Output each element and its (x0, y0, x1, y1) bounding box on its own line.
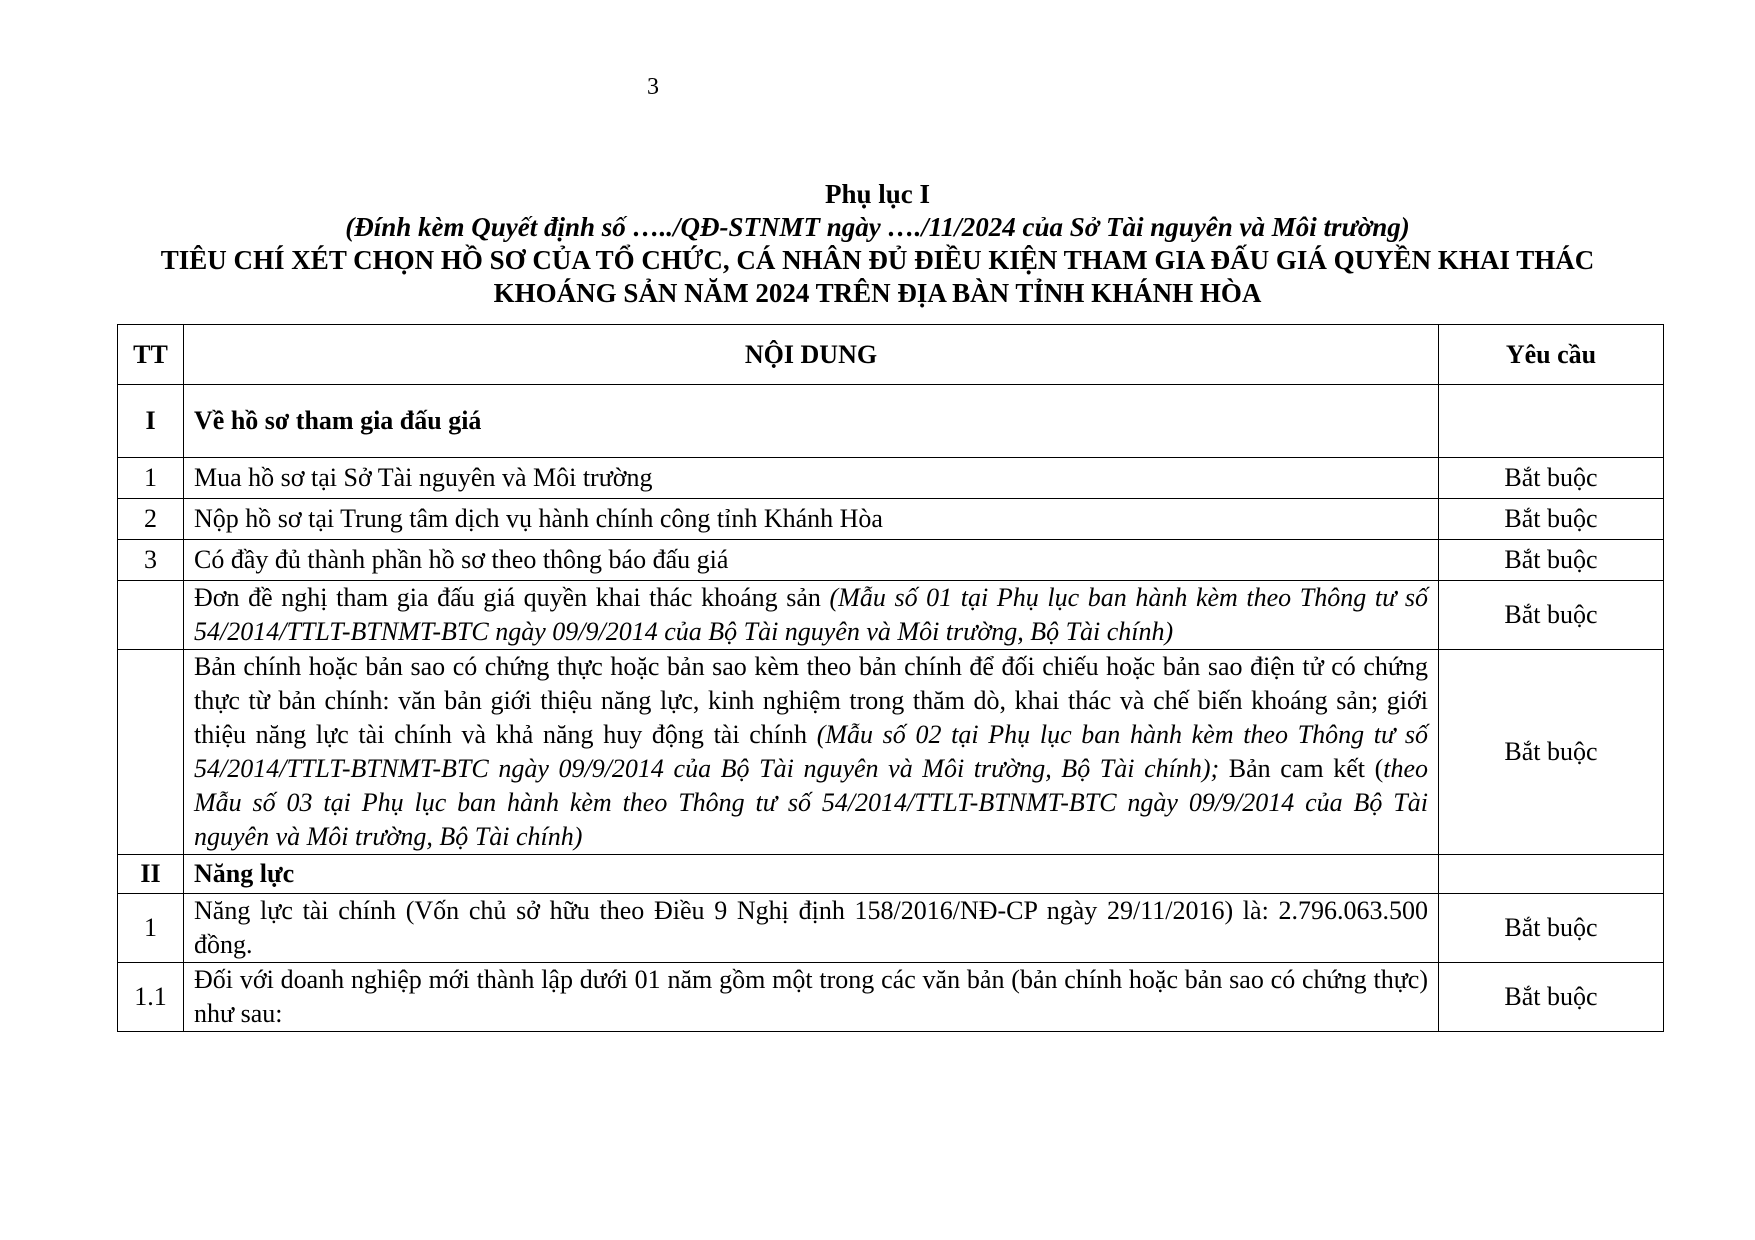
row-number (118, 581, 184, 650)
header-requirement: Yêu cầu (1439, 325, 1664, 385)
row-content (184, 581, 1439, 650)
table-row (118, 650, 1664, 855)
row-requirement: Bắt buộc (1439, 650, 1664, 855)
section-row-2 (118, 855, 1664, 894)
section-number: I (118, 385, 184, 458)
table-row (118, 540, 1664, 581)
row-content-reference: (Mẫu số 01 tại Phụ lục ban hành kèm theo Thông tư số 54/2014/TTLT-BTNMT-BTC ngày 09/9/2014 của Bộ Tài nguyên và Môi trường, Bộ Tài chính) (194, 583, 1428, 646)
row-number: 2 (118, 499, 184, 540)
row-content-text: Đơn đề nghị tham gia đấu giá quyền khai thác khoáng sản (194, 583, 830, 612)
section-title: Về hồ sơ tham gia đấu giá (184, 385, 1439, 458)
header-tt: TT (118, 325, 184, 385)
table-row (118, 581, 1664, 650)
header-content: NỘI DUNG (184, 325, 1439, 385)
row-content (184, 650, 1439, 855)
row-requirement: Bắt buộc (1439, 458, 1664, 499)
page-number: 3 (647, 74, 659, 100)
row-requirement: Bắt buộc (1439, 581, 1664, 650)
row-requirement: Bắt buộc (1439, 540, 1664, 581)
section-requirement (1439, 855, 1664, 894)
table-header-row (118, 325, 1664, 385)
main-title-line-1: TIÊU CHÍ XÉT CHỌN HỒ SƠ CỦA TỔ CHỨC, CÁ NHÂN ĐỦ ĐIỀU KIỆN THAM GIA ĐẤU GIÁ QUYỀN KHAI THÁC (160, 245, 1595, 275)
table-row (118, 499, 1664, 540)
table-row (118, 458, 1664, 499)
row-number (118, 650, 184, 855)
row-content-text: Bản cam kết ( (1219, 754, 1384, 783)
row-content-text: Bản chính hoặc bản sao có chứng thực hoặc bản sao kèm theo bản chính để đối chiếu hoặc bản sao điện tử có chứng thực từ bản chính: văn bản giới thiệu năng lực, kinh nghiệm trong thăm dò, khai thác và chế biến khoáng sản; giới thiệu năng lực tài chính và khả năng huy động tài chính (194, 652, 1428, 749)
row-content: Mua hồ sơ tại Sở Tài nguyên và Môi trường (184, 458, 1439, 499)
appendix-subtitle: (Đính kèm Quyết định số …../QĐ-STNMT ngày …./11/2024 của Sở Tài nguyên và Môi trường) (345, 212, 1410, 242)
row-content-reference: (Mẫu số 02 tại Phụ lục ban hành kèm theo Thông tư số 54/2014/TTLT-BTNMT-BTC ngày 09/9/2014 của Bộ Tài nguyên và Môi trường, Bộ Tài chính); (194, 720, 1428, 783)
row-number: 1.1 (118, 963, 184, 1032)
row-requirement: Bắt buộc (1439, 963, 1664, 1032)
section-title: Năng lực (184, 855, 1439, 894)
row-number: 3 (118, 540, 184, 581)
table-row (118, 894, 1664, 963)
section-row-1 (118, 385, 1664, 458)
row-content: Nộp hồ sơ tại Trung tâm dịch vụ hành chính công tỉnh Khánh Hòa (184, 499, 1439, 540)
row-number: 1 (118, 894, 184, 963)
row-requirement: Bắt buộc (1439, 499, 1664, 540)
appendix-title: Phụ lục I (824, 179, 931, 209)
row-content: Năng lực tài chính (Vốn chủ sở hữu theo Điều 9 Nghị định 158/2016/NĐ-CP ngày 29/11/2016) là: 2.796.063.500 đồng. (184, 894, 1439, 963)
section-requirement (1439, 385, 1664, 458)
table-row (118, 963, 1664, 1032)
section-number: II (118, 855, 184, 894)
main-title-line-2: KHOÁNG SẢN NĂM 2024 TRÊN ĐỊA BÀN TỈNH KHÁNH HÒA (493, 278, 1262, 308)
row-content: Có đầy đủ thành phần hồ sơ theo thông báo đấu giá (184, 540, 1439, 581)
document-heading (0, 178, 1755, 310)
row-number: 1 (118, 458, 184, 499)
row-requirement: Bắt buộc (1439, 894, 1664, 963)
row-content: Đối với doanh nghiệp mới thành lập dưới 01 năm gồm một trong các văn bản (bản chính hoặc bản sao có chứng thực) như sau: (184, 963, 1439, 1032)
criteria-table (117, 324, 1664, 1032)
row-content-reference: theo Mẫu số 03 tại Phụ lục ban hành kèm theo Thông tư số 54/2014/TTLT-BTNMT-BTC ngày 09/9/2014 của Bộ Tài nguyên và Môi trường, Bộ Tài chính) (194, 754, 1428, 851)
